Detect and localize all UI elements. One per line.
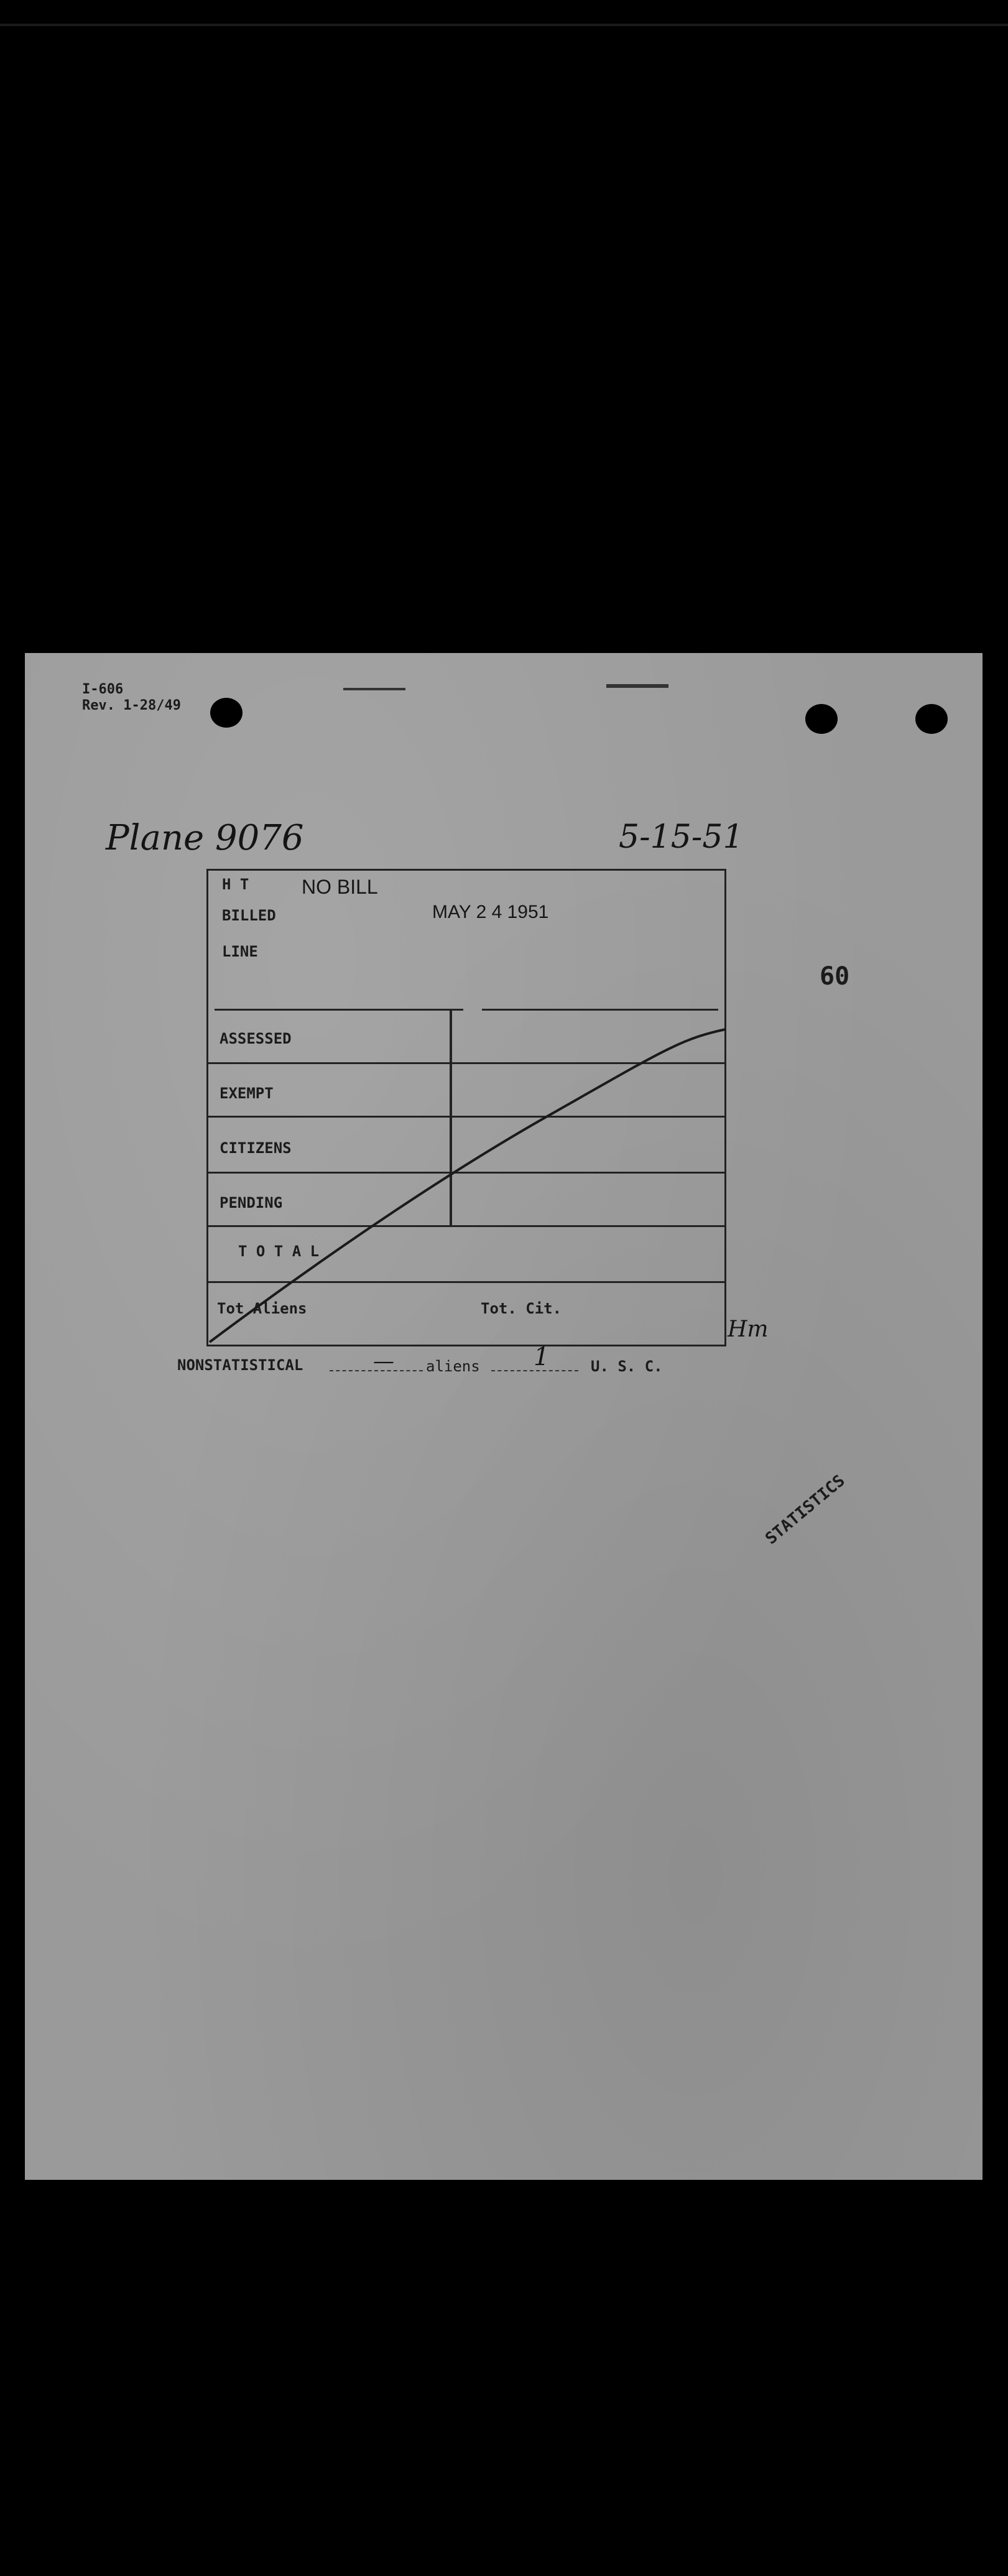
date-handwritten: 5-15-51 bbox=[619, 818, 744, 856]
top-mark-right bbox=[606, 684, 668, 688]
plane-number-handwritten: Plane 9076 bbox=[106, 818, 304, 858]
statistics-stamp: STATISTICS bbox=[762, 1471, 849, 1549]
label-total: T O T A L bbox=[238, 1243, 320, 1260]
count-number: 60 bbox=[820, 962, 850, 991]
label-usc: U. S. C. bbox=[591, 1358, 663, 1375]
punch-hole-left bbox=[210, 698, 243, 728]
manifest-box bbox=[206, 869, 726, 1346]
label-aliens: aliens bbox=[426, 1358, 480, 1375]
label-billed: BILLED bbox=[222, 907, 276, 924]
form-revision: Rev. 1-28/49 bbox=[82, 698, 181, 713]
punch-hole-right-2 bbox=[915, 704, 948, 734]
label-tot-aliens: Tot Aliens bbox=[217, 1300, 307, 1317]
no-bill-stamp: NO BILL bbox=[302, 876, 378, 898]
top-mark-left bbox=[343, 688, 405, 690]
label-ht: H T bbox=[222, 876, 249, 893]
cancellation-line bbox=[208, 871, 728, 1348]
date-stamp: MAY 2 4 1951 bbox=[432, 902, 549, 922]
scan-top-edge bbox=[0, 24, 1008, 26]
punch-hole-right-1 bbox=[805, 704, 838, 734]
label-pending: PENDING bbox=[220, 1194, 283, 1212]
label-exempt: EXEMPT bbox=[220, 1085, 274, 1102]
initials-handwritten: Hm bbox=[728, 1317, 769, 1342]
form-number: I-606 bbox=[82, 682, 124, 697]
label-line: LINE bbox=[222, 943, 258, 960]
label-citizens: CITIZENS bbox=[220, 1139, 292, 1157]
label-assessed: ASSESSED bbox=[220, 1030, 292, 1047]
label-tot-cit: Tot. Cit. bbox=[481, 1300, 562, 1317]
nonstat-aliens-mark: — bbox=[373, 1349, 394, 1374]
nonstat-usc-mark: 1 bbox=[534, 1343, 550, 1371]
label-nonstatistical: NONSTATISTICAL bbox=[177, 1356, 303, 1374]
form-sheet bbox=[25, 653, 983, 2180]
